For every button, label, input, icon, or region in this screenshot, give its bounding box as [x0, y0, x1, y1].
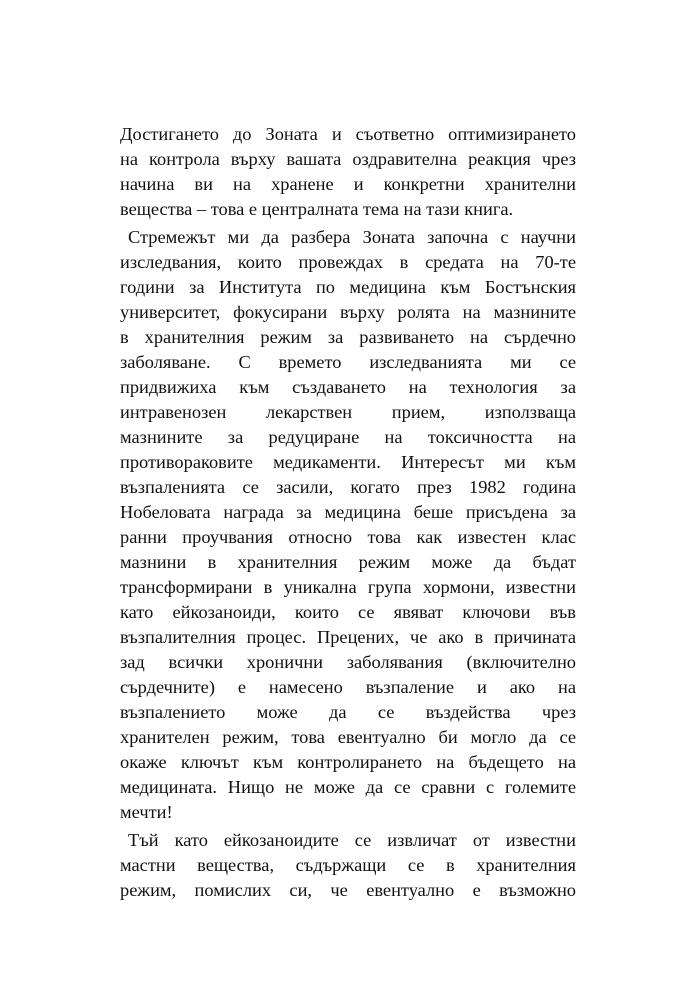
text-line: възпалителния процес. Прецених, че ако в причината [120, 627, 576, 647]
text-line: окаже ключът към контролирането на бъдещето на [120, 752, 576, 772]
text-line: мастни вещества, съдържащи се в хранителния [120, 855, 576, 875]
text-line: Нобеловата награда за медицина беше присъдена за [120, 502, 576, 522]
text-line: на контрола върху вашата оздравителна реакция чрез [120, 149, 576, 169]
text-line: заболяване. С времето изследванията ми се [120, 352, 576, 372]
text-line: години за Института по медицина към Бостънския [120, 277, 576, 297]
text-line: начина ви на хранене и конкретни хранителни [120, 174, 576, 194]
text-line: сърдечните) е намесено възпаление и ако на [120, 677, 576, 697]
text-line: в хранителния режим за развиването на сърдечно [120, 327, 576, 347]
text-line: придвижиха към създаването на технология за [120, 377, 576, 397]
text-line: възпалението може да се въздейства чрез [120, 702, 576, 722]
text-line: вещества – това е централната тема на тази книга. [120, 199, 514, 219]
text-line: като ейкозаноиди, които се явяват ключови във [120, 602, 576, 622]
text-line: мазнините за редуциране на токсичността на [120, 427, 576, 447]
text-line: интравенозен лекарствен прием, използваща [120, 402, 576, 422]
text-line: възпаленията се засили, когато през 1982 година [120, 477, 576, 497]
text-line: медицината. Нищо не може да се сравни с големите [120, 777, 576, 797]
text-line: трансформирани в уникална група хормони, известни [120, 577, 576, 597]
text-line: зад всички хронични заболявания (включително [120, 652, 576, 672]
text-line: Стремежът ми да разбера Зоната започна с научни [128, 227, 576, 247]
text-line: университет, фокусирани върху ролята на мазнините [120, 302, 576, 322]
text-line: мазнини в хранителния режим може да бъдат [120, 552, 576, 572]
text-line: ранни проучвания относно това как известен клас [120, 527, 576, 547]
paragraph-2 [120, 225, 576, 825]
body-text [120, 122, 576, 903]
text-line: Тъй като ейкозаноидите се извличат от известни [128, 830, 576, 850]
text-line: изследвания, които провеждах в средата на 70-те [120, 252, 576, 272]
text-line: хранителен режим, това евентуално би могло да се [120, 727, 576, 747]
text-line: мечти! [120, 802, 173, 822]
text-line: Достигането до Зоната и съответно оптимизирането [120, 124, 576, 144]
text-line: режим, помислих си, че евентуално е възможно [120, 880, 576, 900]
paragraph-3 [120, 828, 576, 903]
paragraph-1 [120, 122, 576, 222]
text-line: противораковите медикаменти. Интересът ми към [120, 452, 576, 472]
